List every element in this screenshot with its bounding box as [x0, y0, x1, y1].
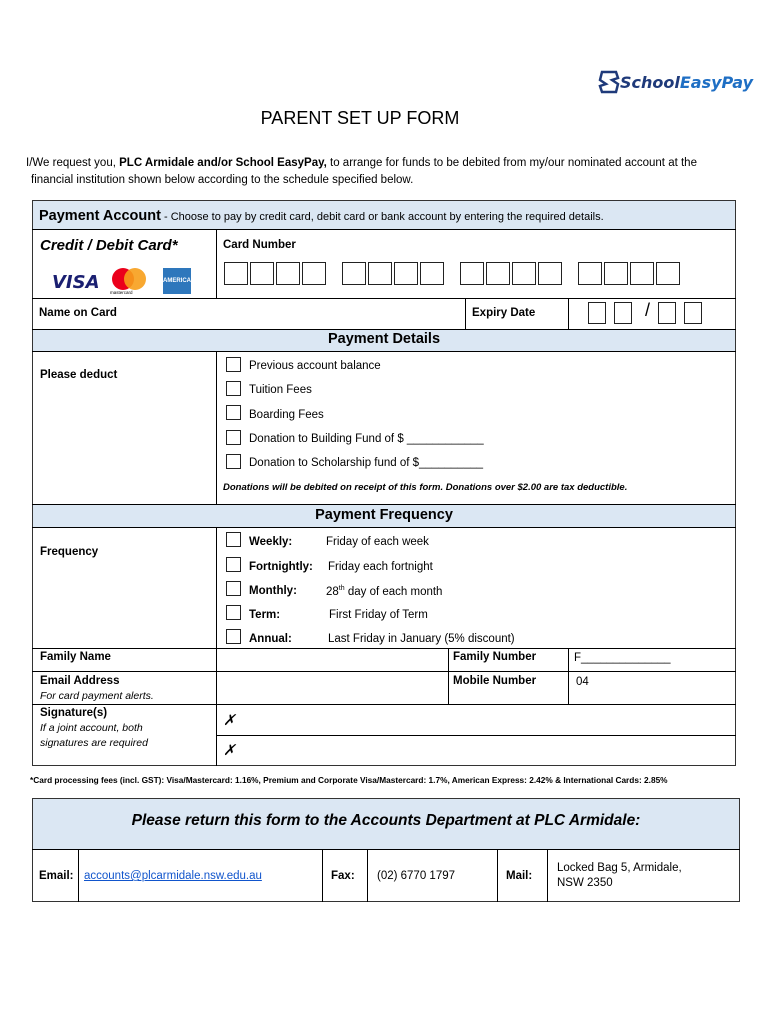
- expiry-month-digit-1[interactable]: [588, 302, 606, 324]
- expiry-date-label: Expiry Date: [472, 307, 536, 319]
- checkbox-boarding-fees[interactable]: [226, 405, 241, 420]
- return-mail-line-1: Locked Bag 5, Armidale,: [557, 862, 682, 874]
- card-number-digit-box[interactable]: [656, 262, 680, 285]
- family-number-input[interactable]: F______________: [574, 652, 671, 664]
- card-number-digit-box[interactable]: [250, 262, 274, 285]
- expiry-year-digit-1[interactable]: [658, 302, 676, 324]
- donation-note: Donations will be debited on receipt of this form. Donations over $2.00 are tax deductible.: [223, 482, 628, 493]
- card-number-digit-box[interactable]: [630, 262, 654, 285]
- school-easypay-logo: [598, 66, 753, 100]
- return-fax-value: (02) 6770 1797: [377, 870, 456, 882]
- card-number-digit-box[interactable]: [486, 262, 510, 285]
- term-label: Term:: [249, 609, 281, 621]
- card-number-digit-box[interactable]: [578, 262, 602, 285]
- fortnightly-desc: Friday each fortnight: [328, 561, 433, 573]
- card-number-digit-box[interactable]: [224, 262, 248, 285]
- signature-2-mark[interactable]: ✗: [223, 742, 236, 759]
- card-number-label: Card Number: [223, 239, 296, 251]
- card-number-digit-box[interactable]: [538, 262, 562, 285]
- return-fax-label: Fax:: [331, 870, 355, 882]
- option-previous-balance: Previous account balance: [249, 360, 381, 372]
- card-number-digit-box[interactable]: [460, 262, 484, 285]
- email-address-input[interactable]: [217, 672, 448, 704]
- checkbox-tuition-fees[interactable]: [226, 381, 241, 396]
- logo-icon: [598, 70, 620, 94]
- page-title: PARENT SET UP FORM: [260, 108, 460, 128]
- checkbox-previous-balance[interactable]: [226, 357, 241, 372]
- annual-label: Annual:: [249, 633, 292, 645]
- return-mail-line-2: NSW 2350: [557, 877, 613, 889]
- checkbox-fortnightly[interactable]: [226, 557, 241, 572]
- payment-frequency-heading: Payment Frequency: [315, 507, 453, 523]
- name-on-card-input[interactable]: [217, 299, 465, 329]
- payment-account-heading: Payment Account - Choose to pay by credit card, debit card or bank account by entering the required details.: [39, 208, 604, 224]
- intro-text: I/We request you, PLC Armidale and/or School EasyPay, to arrange for funds to be debited from my/our nominated account at the financial institution shown below according to the schedule specified below.: [26, 157, 697, 186]
- family-name-label: Family Name: [40, 651, 111, 663]
- checkbox-term[interactable]: [226, 605, 241, 620]
- credit-debit-card-heading: Credit / Debit Card*: [40, 237, 178, 254]
- return-mail-label: Mail:: [506, 870, 533, 882]
- please-deduct-label: Please deduct: [40, 369, 118, 381]
- signature-note-1: If a joint account, both: [40, 722, 143, 734]
- checkbox-monthly[interactable]: [226, 581, 241, 596]
- signature-note-2: signatures are required: [40, 737, 148, 749]
- card-number-digit-box[interactable]: [302, 262, 326, 285]
- fortnightly-label: Fortnightly:: [249, 561, 313, 573]
- expiry-month-digit-2[interactable]: [614, 302, 632, 324]
- mastercard-logo: mastercard: [110, 268, 150, 296]
- weekly-desc: Friday of each week: [326, 536, 429, 548]
- family-name-input[interactable]: [217, 649, 448, 671]
- mobile-number-label: Mobile Number: [453, 675, 537, 687]
- amex-logo: AMERICAN EXPRESS: [163, 268, 191, 294]
- card-number-digit-box[interactable]: [276, 262, 300, 285]
- card-fees-note: *Card processing fees (incl. GST): Visa/Mastercard: 1.16%, Premium and Corporate Visa/Mastercard: 1.7%, American Express: 2.42% & International Cards: 2.85%: [30, 775, 668, 785]
- card-number-digit-box[interactable]: [420, 262, 444, 285]
- email-address-label: Email Address: [40, 675, 120, 687]
- return-heading: Please return this form to the Accounts Department at PLC Armidale:: [131, 812, 641, 829]
- card-number-digit-box[interactable]: [368, 262, 392, 285]
- checkbox-building-fund[interactable]: [226, 430, 241, 445]
- option-boarding-fees: Boarding Fees: [249, 409, 324, 421]
- return-email-link[interactable]: accounts@plcarmidale.nsw.edu.au: [84, 870, 262, 882]
- annual-desc: Last Friday in January (5% discount): [328, 633, 515, 645]
- card-number-digit-box[interactable]: [342, 262, 366, 285]
- monthly-desc: 28th day of each month: [326, 585, 443, 598]
- return-email-label: Email:: [39, 870, 74, 882]
- card-number-digit-box[interactable]: [512, 262, 536, 285]
- signature-1-mark[interactable]: ✗: [223, 712, 236, 729]
- card-number-digit-box[interactable]: [394, 262, 418, 285]
- weekly-label: Weekly:: [249, 536, 293, 548]
- expiry-separator: /: [645, 300, 651, 320]
- mobile-number-input[interactable]: 04: [576, 676, 589, 688]
- checkbox-weekly[interactable]: [226, 532, 241, 547]
- option-building-fund: Donation to Building Fund of $ ____________: [249, 433, 484, 445]
- checkbox-annual[interactable]: [226, 629, 241, 644]
- email-note: For card payment alerts.: [40, 690, 154, 702]
- visa-logo: VISA: [52, 272, 100, 293]
- frequency-label: Frequency: [40, 546, 99, 558]
- signature-label: Signature(s): [40, 707, 108, 719]
- expiry-year-digit-2[interactable]: [684, 302, 702, 324]
- name-on-card-label: Name on Card: [39, 307, 117, 319]
- monthly-label: Monthly:: [249, 585, 297, 597]
- family-number-label: Family Number: [453, 651, 537, 663]
- card-number-digit-box[interactable]: [604, 262, 628, 285]
- option-scholarship-fund: Donation to Scholarship fund of $__________: [249, 457, 484, 469]
- term-desc: First Friday of Term: [329, 609, 428, 621]
- checkbox-scholarship-fund[interactable]: [226, 454, 241, 469]
- option-tuition-fees: Tuition Fees: [249, 384, 312, 396]
- payment-details-heading: Payment Details: [327, 331, 441, 347]
- logo-text: SchoolEasyPay: [620, 73, 753, 92]
